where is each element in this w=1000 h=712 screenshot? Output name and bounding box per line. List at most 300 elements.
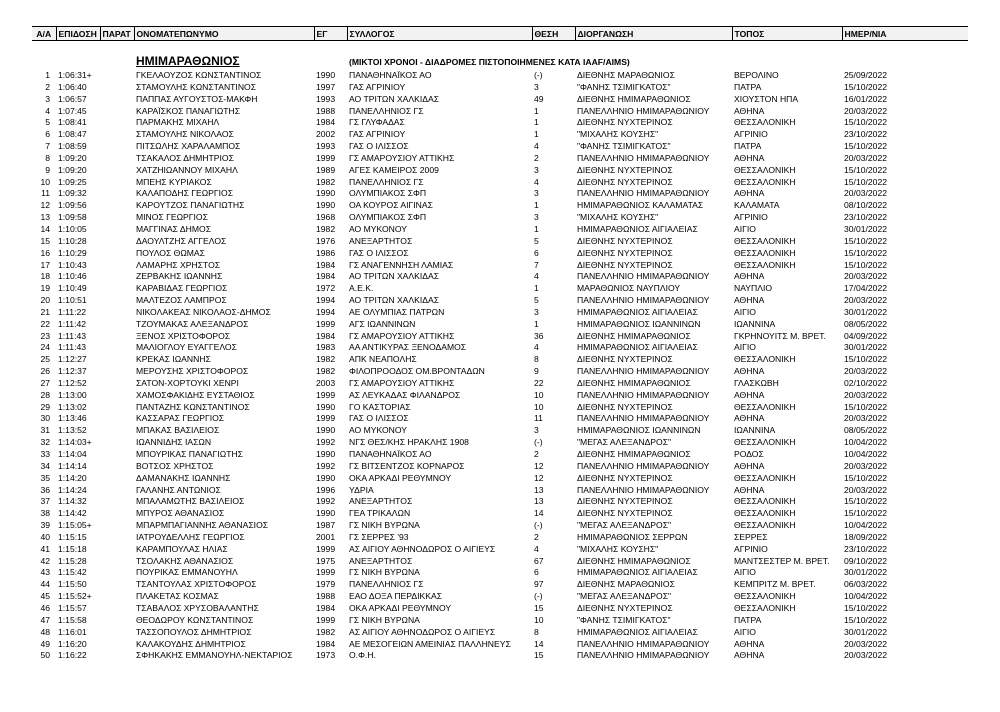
cell-date: 15/10/2022: [844, 354, 888, 365]
cell-place: 3: [534, 164, 539, 175]
cell-aa: 15: [40, 235, 50, 246]
cell-club: ΓΑΣ Ο ΙΛΙΣΣΟΣ: [349, 247, 409, 258]
table-row: [32, 177, 968, 189]
cell-birth-year: 1999: [316, 389, 336, 400]
cell-performance: 1:09:20: [58, 152, 87, 163]
cell-remark: [100, 177, 134, 189]
table-row: [32, 627, 968, 639]
cell-aa: 21: [40, 306, 50, 317]
cell-organization: ΔΙΕΘΝΗΣ ΝΥΧΤΕΡΙΝΟΣ: [577, 472, 673, 483]
cell-venue: ΘΕΣΣΑΛΟΝΙΚΗ: [734, 117, 796, 128]
cell-birth-year: 1984: [316, 271, 336, 282]
cell-birth-year: 1999: [316, 413, 336, 424]
cell-date: 08/10/2022: [844, 200, 888, 211]
cell-name: ΚΑΡΑΪΣΚΟΣ ΠΑΝΑΓΙΩΤΗΣ: [136, 105, 241, 116]
cell-performance: 1:09:20: [58, 164, 87, 175]
cell-organization: ΠΑΝΕΛΛΗΝΙΟ ΗΜΙΜΑΡΑΘΩΝΙΟΥ: [577, 152, 710, 163]
results-table: [32, 26, 968, 662]
cell-date: 15/10/2022: [844, 508, 888, 519]
cell-name: ΓΑΛΑΝΗΣ ΑΝΤΩΝΙΟΣ: [136, 484, 221, 495]
cell-venue: ΧΙΟΥΣΤΟΝ ΗΠΑ: [734, 93, 799, 104]
cell-venue: ΝΑΥΠΛΙΟ: [734, 283, 773, 294]
cell-birth-year: 1994: [316, 295, 336, 306]
cell-name: ΖΕΡΒΑΚΗΣ ΙΩΑΝΝΗΣ: [136, 271, 223, 282]
cell-performance: 1:15:18: [58, 543, 87, 554]
cell-performance: 1:15:05+: [58, 520, 92, 531]
cell-name: ΤΣΟΛΑΚΗΣ ΑΘΑΝΑΣΙΟΣ: [136, 555, 234, 566]
cell-organization: ΔΙΕΘΝΗΣ ΗΜΙΜΑΡΑΘΩΝΙΟΣ: [577, 377, 691, 388]
cell-remark: [100, 437, 134, 449]
cell-performance: 1:08:47: [58, 129, 87, 140]
cell-venue: ΙΩΑΝΝΙΝΑ: [734, 425, 776, 436]
cell-birth-year: 1990: [316, 70, 336, 80]
cell-birth-year: 1989: [316, 164, 336, 175]
cell-club: ΟΛΥΜΠΙΑΚΟΣ ΣΦΠ: [349, 188, 427, 199]
cell-place: 15: [534, 602, 544, 613]
cell-place: 14: [534, 638, 544, 649]
cell-club: ΟΚΑ ΑΡΚΑΔΙ ΡΕΘΥΜΝΟΥ: [349, 472, 452, 483]
cell-remark: [100, 449, 134, 461]
cell-date: 04/09/2022: [844, 330, 888, 341]
cell-remark: [100, 307, 134, 319]
cell-club: ΓΟ ΚΑΣΤΟΡΙΑΣ: [349, 401, 411, 412]
cell-club: ΓΣ ΒΙΤΣΕΝΤΖΟΣ ΚΟΡΝΑΡΟΣ: [349, 460, 465, 471]
cell-performance: 1:11:43: [58, 342, 87, 353]
cell-venue: ΑΙΓΙΟ: [734, 626, 756, 637]
cell-place: 12: [534, 472, 544, 483]
cell-organization: "ΜΕΓΑΣ ΑΛΕΞΑΝΔΡΟΣ": [577, 520, 672, 531]
cell-place: 4: [534, 342, 539, 353]
cell-venue: ΑΘΗΝΑ: [734, 271, 765, 282]
cell-club: ΑΝΕΞΑΡΤΗΤΟΣ: [349, 555, 413, 566]
cell-performance: 1:06:57: [58, 93, 87, 104]
cell-place: 4: [534, 543, 539, 554]
cell-organization: ΗΜΙΜΑΡΑΘΩΝΙΟΣ ΑΙΓΙΑΛΕΙΑΣ: [577, 223, 698, 234]
cell-performance: 1:10:29: [58, 247, 87, 258]
cell-name: ΠΑΡΜΑΚΗΣ ΜΙΧΑΗΛ: [136, 117, 220, 128]
cell-name: ΙΩΑΝΝΙΔΗΣ ΙΑΣΩΝ: [136, 437, 212, 448]
cell-club: ΓΑΣ ΑΓΡΙΝΙΟΥ: [349, 81, 406, 92]
table-row: [32, 260, 968, 272]
cell-organization: ΔΙΕΘΝΗΣ ΜΑΡΑΘΩΝΙΟΣ: [577, 579, 675, 590]
cell-performance: 1:10:46: [58, 271, 87, 282]
cell-date: 20/03/2022: [844, 650, 888, 661]
cell-club: ΑΠΚ ΝΕΑΠΟΛΗΣ: [349, 354, 417, 365]
cell-date: 15/10/2022: [844, 401, 888, 412]
cell-date: 08/05/2022: [844, 318, 888, 329]
cell-performance: 1:09:56: [58, 200, 87, 211]
cell-club: ΕΑΟ ΔΟΞΑ ΠΕΡΔΙΚΚΑΣ: [349, 591, 443, 602]
cell-remark: [100, 591, 134, 603]
header-birth-year: ΕΓ: [314, 27, 347, 41]
table-row: [32, 307, 968, 319]
cell-date: 20/03/2022: [844, 366, 888, 377]
cell-organization: ΔΙΕΘΝΗΣ ΝΥΧΤΕΡΙΝΟΣ: [577, 235, 673, 246]
cell-performance: 1:13:46: [58, 413, 87, 424]
table-row: [32, 390, 968, 402]
cell-birth-year: 1982: [316, 223, 336, 234]
cell-date: 15/10/2022: [844, 472, 888, 483]
cell-aa: 39: [40, 520, 50, 531]
cell-venue: ΘΕΣΣΑΛΟΝΙΚΗ: [734, 496, 796, 507]
cell-name: ΤΣΑΚΑΛΟΣ ΔΗΜΗΤΡΙΟΣ: [136, 152, 234, 163]
cell-date: 10/04/2022: [844, 520, 888, 531]
cell-name: ΤΣΑΒΑΛΟΣ ΧΡΥΣΟΒΑΛΑΝΤΗΣ: [136, 602, 259, 613]
cell-birth-year: 1972: [316, 283, 336, 294]
cell-remark: [100, 331, 134, 343]
table-row: [32, 485, 968, 497]
cell-aa: 8: [45, 152, 50, 163]
cell-place: 15: [534, 650, 544, 661]
cell-place: (-): [534, 70, 543, 80]
table-row: [32, 224, 968, 236]
cell-birth-year: 1999: [316, 567, 336, 578]
cell-venue: ΚΕΜΠΡΙΤΖ Μ. ΒΡΕΤ.: [734, 579, 816, 590]
cell-place: (-): [534, 437, 543, 448]
cell-date: 23/10/2022: [844, 212, 888, 223]
header-club: ΣΥΛΛΟΓΟΣ: [347, 27, 532, 41]
cell-aa: 7: [45, 141, 50, 152]
cell-place: 36: [534, 330, 544, 341]
cell-remark: [100, 378, 134, 390]
cell-name: ΤΖΟΥΜΑΚΑΣ ΑΛΕΞΑΝΔΡΟΣ: [136, 318, 249, 329]
cell-remark: [100, 354, 134, 366]
cell-remark: [100, 650, 134, 662]
cell-name: ΚΑΣΣΑΡΑΣ ΓΕΩΡΓΙΟΣ: [136, 413, 225, 424]
cell-performance: 1:14:03+: [58, 437, 92, 448]
table-row: [32, 461, 968, 473]
cell-remark: [100, 70, 134, 82]
header-venue: ΤΟΠΟΣ: [732, 27, 842, 41]
cell-organization: ΗΜΙΜΑΡΑΘΩΝΙΟΣ ΣΕΡΡΩΝ: [577, 531, 688, 542]
cell-name: ΜΕΡΟΥΣΗΣ ΧΡΙΣΤΟΦΟΡΟΣ: [136, 366, 249, 377]
cell-date: 15/10/2022: [844, 235, 888, 246]
cell-birth-year: 1979: [316, 579, 336, 590]
cell-club: ΑΟ ΤΡΙΤΩΝ ΧΑΛΚΙΔΑΣ: [349, 295, 440, 306]
cell-aa: 47: [40, 614, 50, 625]
cell-aa: 20: [40, 295, 50, 306]
cell-venue: ΘΕΣΣΑΛΟΝΙΚΗ: [734, 508, 796, 519]
cell-club: ΟΑ ΚΟΥΡΟΣ ΑΙΓΙΝΑΣ: [349, 200, 433, 211]
cell-performance: 1:14:32: [58, 496, 87, 507]
cell-club: ΓΑΣ Ο ΙΛΙΣΣΟΣ: [349, 141, 409, 152]
cell-performance: 1:10:49: [58, 283, 87, 294]
cell-birth-year: 1997: [316, 81, 336, 92]
cell-aa: 41: [40, 543, 50, 554]
cell-organization: ΠΑΝΕΛΛΗΝΙΟ ΗΜΙΜΑΡΑΘΩΝΙΟΥ: [577, 271, 710, 282]
cell-name: ΜΠΥΡΟΣ ΑΘΑΝΑΣΙΟΣ: [136, 508, 225, 519]
cell-name: ΣΤΑΜΟΥΛΗΣ ΚΩΝΣΤΑΝΤΙΝΟΣ: [136, 81, 257, 92]
cell-venue: ΑΙΓΙΟ: [734, 567, 756, 578]
cell-organization: ΗΜΙΜΑΡΑΘΩΝΙΟΣ ΑΙΓΙΑΛΕΙΑΣ: [577, 342, 698, 353]
cell-name: ΒΟΤΣΟΣ ΧΡΗΣΤΟΣ: [136, 460, 214, 471]
header-organization: ΔΙΟΡΓΑΝΩΣΗ: [575, 27, 732, 41]
cell-remark: [100, 390, 134, 402]
cell-venue: ΘΕΣΣΑΛΟΝΙΚΗ: [734, 235, 796, 246]
cell-remark: [100, 425, 134, 437]
cell-date: 20/03/2022: [844, 295, 888, 306]
cell-place: 8: [534, 626, 539, 637]
cell-name: ΤΑΣΣΟΠΟΥΛΟΣ ΔΗΜΗΤΡΙΟΣ: [136, 626, 252, 637]
cell-aa: 2: [45, 81, 50, 92]
table-row: [32, 82, 968, 94]
cell-club: ΓΣ ΑΝΑΓΕΝΝΗΣΗ ΛΑΜΙΑΣ: [349, 259, 454, 270]
table-row: [32, 236, 968, 248]
cell-place: 67: [534, 555, 544, 566]
cell-aa: 34: [40, 460, 50, 471]
table-row: [32, 437, 968, 449]
cell-place: 1: [534, 129, 539, 140]
cell-aa: 36: [40, 484, 50, 495]
cell-remark: [100, 532, 134, 544]
table-row: [32, 603, 968, 615]
cell-name: ΣΦΗΚΑΚΗΣ ΕΜΜΑΝΟΥΗΛ-ΝΕΚΤΑΡΙΟΣ: [136, 650, 293, 661]
cell-aa: 32: [40, 437, 50, 448]
cell-organization: ΔΙΕΘΝΗΣ ΝΥΧΤΕΡΙΝΟΣ: [577, 247, 673, 258]
cell-birth-year: 1992: [316, 460, 336, 471]
cell-remark: [100, 153, 134, 165]
cell-remark: [100, 106, 134, 118]
cell-name: ΚΑΡΟΥΤΖΟΣ ΠΑΝΑΓΙΩΤΗΣ: [136, 200, 245, 211]
cell-organization: ΔΙΕΘΝΗΣ ΝΥΧΤΕΡΙΝΟΣ: [577, 117, 673, 128]
cell-club: ΑΕ ΟΛΥΜΠΙΑΣ ΠΑΤΡΩΝ: [349, 306, 445, 317]
cell-organization: ΔΙΕΘΝΗΣ ΜΑΡΑΘΩΝΙΟΣ: [577, 70, 675, 80]
cell-birth-year: 1983: [316, 342, 336, 353]
cell-name: ΜΠΑΚΑΣ ΒΑΣΙΛΕΙΟΣ: [136, 425, 220, 436]
cell-date: 30/01/2022: [844, 223, 888, 234]
cell-place: 1: [534, 105, 539, 116]
cell-aa: 37: [40, 496, 50, 507]
cell-place: 3: [534, 81, 539, 92]
table-row: [32, 342, 968, 354]
cell-club: ΓΣ ΣΕΡΡΕΣ '93: [349, 531, 409, 542]
cell-venue: ΘΕΣΣΑΛΟΝΙΚΗ: [734, 247, 796, 258]
cell-club: ΑΟ ΜΥΚΟΝΟΥ: [349, 425, 408, 436]
table-row: [32, 248, 968, 260]
cell-aa: 19: [40, 283, 50, 294]
cell-venue: ΙΩΑΝΝΙΝΑ: [734, 318, 776, 329]
cell-remark: [100, 271, 134, 283]
cell-date: 30/01/2022: [844, 342, 888, 353]
cell-name: ΜΙΝΟΣ ΓΕΩΡΓΙΟΣ: [136, 212, 208, 223]
cell-organization: ΜΑΡΑΘΩΝΙΟΣ ΝΑΥΠΛΙΟΥ: [577, 283, 681, 294]
cell-performance: 1:16:01: [58, 626, 87, 637]
cell-place: 1: [534, 283, 539, 294]
table-row: [32, 508, 968, 520]
cell-place: 49: [534, 93, 544, 104]
table-row: [32, 295, 968, 307]
cell-club: ΠΑΝΕΛΛΗΝΙΟΣ ΓΣ: [349, 176, 424, 187]
cell-venue: ΣΕΡΡΕΣ: [734, 531, 768, 542]
cell-club: ΥΔΡΙΑ: [349, 484, 374, 495]
cell-organization: ΠΑΝΕΛΛΗΝΙΟ ΗΜΙΜΑΡΑΘΩΝΙΟΥ: [577, 295, 710, 306]
cell-aa: 14: [40, 223, 50, 234]
cell-birth-year: 1976: [316, 235, 336, 246]
table-row: [32, 615, 968, 627]
cell-name: ΠΑΠΠΑΣ ΑΥΓΟΥΣΤΟΣ-ΜΑΚΦΗ: [136, 93, 258, 104]
cell-venue: ΑΓΡΙΝΙΟ: [734, 129, 768, 140]
cell-organization: ΗΜΙΜΑΡΑΘΩΝΙΟΣ ΑΙΓΙΑΛΕΙΑΣ: [577, 567, 698, 578]
header-performance: ΕΠΙΔΟΣΗ: [56, 27, 100, 41]
cell-aa: 4: [45, 105, 50, 116]
cell-aa: 33: [40, 449, 50, 459]
cell-name: ΔΑΜΑΝΑΚΗΣ ΙΩΑΝΝΗΣ: [136, 472, 231, 483]
cell-remark: [100, 627, 134, 639]
cell-birth-year: 1975: [316, 555, 336, 566]
header-place: ΘΕΣΗ: [532, 27, 575, 41]
cell-club: ΓΕΑ ΤΡΙΚΑΛΩΝ: [349, 508, 411, 519]
cell-performance: 1:15:58: [58, 614, 87, 625]
cell-name: ΣΑΤΟΝ-ΧΟΡΤΟΥΚΙ ΧΕΝΡΙ: [136, 377, 239, 388]
cell-date: 20/03/2022: [844, 271, 888, 282]
cell-organization: ΠΑΝΕΛΛΗΝΙΟ ΗΜΙΜΑΡΑΘΩΝΙΟΥ: [577, 366, 710, 377]
cell-club: ΓΣ ΑΜΑΡΟΥΣΙΟΥ ΑΤΤΙΚΗΣ: [349, 330, 455, 341]
cell-remark: [100, 200, 134, 212]
cell-performance: 1:07:45: [58, 105, 87, 116]
cell-birth-year: 1999: [316, 614, 336, 625]
cell-organization: ΗΜΙΜΑΡΑΘΩΝΙΟΣ ΑΙΓΙΑΛΕΙΑΣ: [577, 306, 698, 317]
cell-place: 2: [534, 152, 539, 163]
cell-birth-year: 1990: [316, 425, 336, 436]
cell-organization: ΠΑΝΕΛΛΗΝΙΟ ΗΜΙΜΑΡΑΘΩΝΙΟΥ: [577, 105, 710, 116]
cell-date: 10/04/2022: [844, 449, 888, 459]
cell-date: 10/04/2022: [844, 437, 888, 448]
cell-aa: 29: [40, 401, 50, 412]
table-row: [32, 141, 968, 153]
cell-remark: [100, 224, 134, 236]
cell-performance: 1:15:28: [58, 555, 87, 566]
cell-venue: ΑΓΡΙΝΙΟ: [734, 543, 768, 554]
cell-club: ΑΟ ΤΡΙΤΩΝ ΧΑΛΚΙΔΑΣ: [349, 93, 440, 104]
cell-name: ΚΑΛΑΠΟΔΗΣ ΓΕΩΡΓΙΟΣ: [136, 188, 234, 199]
cell-performance: 1:16:22: [58, 650, 87, 661]
cell-place: (-): [534, 591, 543, 602]
cell-date: 30/01/2022: [844, 567, 888, 578]
header-name: ΟΝΟΜΑΤΕΠΩΝΥΜΟ: [134, 27, 314, 41]
cell-club: ΓΣ ΝΙΚΗ ΒΥΡΩΝΑ: [349, 614, 420, 625]
event-title: ΗΜΙΜΑΡΑΘΩΝΙΟΣ: [136, 54, 240, 68]
cell-birth-year: 1992: [316, 437, 336, 448]
cell-aa: 1: [45, 70, 50, 80]
cell-aa: 40: [40, 531, 50, 542]
cell-name: ΣΤΑΜΟΥΛΗΣ ΝΙΚΟΛΑΟΣ: [136, 129, 234, 140]
cell-performance: 1:15:42: [58, 567, 87, 578]
cell-organization: ΔΙΕΘΝΗΣ ΗΜΙΜΑΡΑΘΩΝΙΟΣ: [577, 555, 691, 566]
cell-club: ΑΝΕΞΑΡΤΗΤΟΣ: [349, 235, 413, 246]
cell-venue: ΑΙΓΙΟ: [734, 223, 756, 234]
cell-aa: 11: [41, 188, 50, 199]
cell-aa: 26: [40, 366, 50, 377]
cell-name: ΤΣΑΝΤΟΥΛΑΣ ΧΡΙΣΤΟΦΟΡΟΣ: [136, 579, 257, 590]
cell-venue: ΑΘΗΝΑ: [734, 413, 765, 424]
cell-aa: 17: [40, 259, 50, 270]
cell-venue: ΑΘΗΝΑ: [734, 484, 765, 495]
cell-aa: 12: [40, 200, 50, 211]
cell-aa: 23: [40, 330, 50, 341]
cell-name: ΜΑΛΤΕΖΟΣ ΛΑΜΠΡΟΣ: [136, 295, 227, 306]
cell-date: 23/10/2022: [844, 543, 888, 554]
cell-place: 4: [534, 176, 539, 187]
cell-date: 15/10/2022: [844, 81, 888, 92]
cell-remark: [100, 473, 134, 485]
cell-aa: 45: [40, 591, 50, 602]
cell-performance: 1:15:57: [58, 602, 87, 613]
cell-birth-year: 1990: [316, 472, 336, 483]
cell-remark: [100, 544, 134, 556]
cell-performance: 1:14:20: [58, 472, 87, 483]
cell-remark: [100, 212, 134, 224]
cell-place: 2: [534, 449, 539, 459]
cell-aa: 42: [40, 555, 50, 566]
cell-place: 1: [534, 223, 539, 234]
cell-club: ΑΟ ΤΡΙΤΩΝ ΧΑΛΚΙΔΑΣ: [349, 271, 440, 282]
cell-remark: [100, 260, 134, 272]
cell-aa: 3: [45, 93, 50, 104]
cell-date: 20/03/2022: [844, 389, 888, 400]
cell-performance: 1:09:25: [58, 176, 87, 187]
cell-name: ΜΠΑΡΜΠΑΓΙΑΝΝΗΣ ΑΘΑΝΑΣΙΟΣ: [136, 520, 269, 531]
cell-organization: "ΜΕΓΑΣ ΑΛΕΞΑΝΔΡΟΣ": [577, 437, 672, 448]
cell-name: ΧΑΜΟΣΦΑΚΙΔΗΣ ΕΥΣΤΑΘΙΟΣ: [136, 389, 255, 400]
cell-venue: ΑΘΗΝΑ: [734, 152, 765, 163]
cell-birth-year: 1990: [316, 508, 336, 519]
cell-place: 22: [534, 377, 544, 388]
cell-club: ΓΑΣ Ο ΙΛΙΣΣΟΣ: [349, 413, 409, 424]
cell-remark: [100, 413, 134, 425]
cell-organization: "ΜΙΧΑΛΗΣ ΚΟΥΣΗΣ": [577, 212, 659, 223]
cell-performance: 1:08:41: [58, 117, 87, 128]
cell-club: ΑΑ ΑΝΤΙΚΥΡΑΣ ΞΕΝΟΔΑΜΟΣ: [349, 342, 467, 353]
cell-performance: 1:14:14: [58, 460, 87, 471]
header-aa: Α/Α: [32, 27, 56, 41]
cell-place: 6: [534, 567, 539, 578]
table-row: [32, 425, 968, 437]
cell-remark: [100, 508, 134, 520]
cell-place: 13: [534, 496, 544, 507]
cell-name: ΙΑΤΡΟΥΔΕΛΛΗΣ ΓΕΩΡΓΙΟΣ: [136, 531, 245, 542]
cell-performance: 1:15:52+: [58, 591, 92, 602]
cell-organization: ΔΙΕΘΝΗΣ ΗΜΙΜΑΡΑΘΩΝΙΟΣ: [577, 330, 691, 341]
cell-birth-year: 1990: [316, 200, 336, 211]
cell-name: ΠΑΝΤΑΖΗΣ ΚΩΝΣΤΑΝΤΙΝΟΣ: [136, 401, 250, 412]
cell-name: ΝΙΚΟΛΑΚΕΑΣ ΝΙΚΟΛΑΟΣ-ΔΗΜΟΣ: [136, 306, 271, 317]
cell-birth-year: 2001: [316, 531, 336, 542]
cell-organization: ΔΙΕΘΝΗΣ ΝΥΧΤΕΡΙΝΟΣ: [577, 164, 673, 175]
cell-place: 2: [534, 531, 539, 542]
cell-performance: 1:10:51: [58, 295, 87, 306]
cell-birth-year: 1999: [316, 318, 336, 329]
cell-club: ΓΣ ΝΙΚΗ ΒΥΡΩΝΑ: [349, 520, 420, 531]
cell-date: 15/10/2022: [844, 247, 888, 258]
cell-name: ΚΑΛΑΚΟΥΔΗΣ ΔΗΜΗΤΡΙΟΣ: [136, 638, 246, 649]
cell-club: ΑΕ ΜΕΣΟΓΕΙΩΝ ΑΜΕΙΝΙΑΣ ΠΑΛΛΗΝΕΥΣ: [349, 638, 511, 649]
cell-name: ΜΠΑΛΑΜΩΤΗΣ ΒΑΣΙΛΕΙΟΣ: [136, 496, 245, 507]
cell-birth-year: 1990: [316, 449, 336, 459]
cell-club: Ο.Φ.Η.: [349, 650, 376, 661]
cell-remark: [100, 188, 134, 200]
cell-performance: 1:09:32: [58, 188, 87, 199]
cell-organization: ΗΜΙΜΑΡΑΘΩΝΙΟΣ ΑΙΓΙΑΛΕΙΑΣ: [577, 626, 698, 637]
cell-club: ΓΣ ΝΙΚΗ ΒΥΡΩΝΑ: [349, 567, 420, 578]
cell-remark: [100, 603, 134, 615]
cell-birth-year: 1984: [316, 330, 336, 341]
table-row: [32, 402, 968, 414]
cell-place: 1: [534, 117, 539, 128]
table-row: [32, 129, 968, 141]
cell-aa: 31: [40, 425, 50, 436]
cell-performance: 1:09:58: [58, 212, 87, 223]
cell-date: 23/10/2022: [844, 129, 888, 140]
